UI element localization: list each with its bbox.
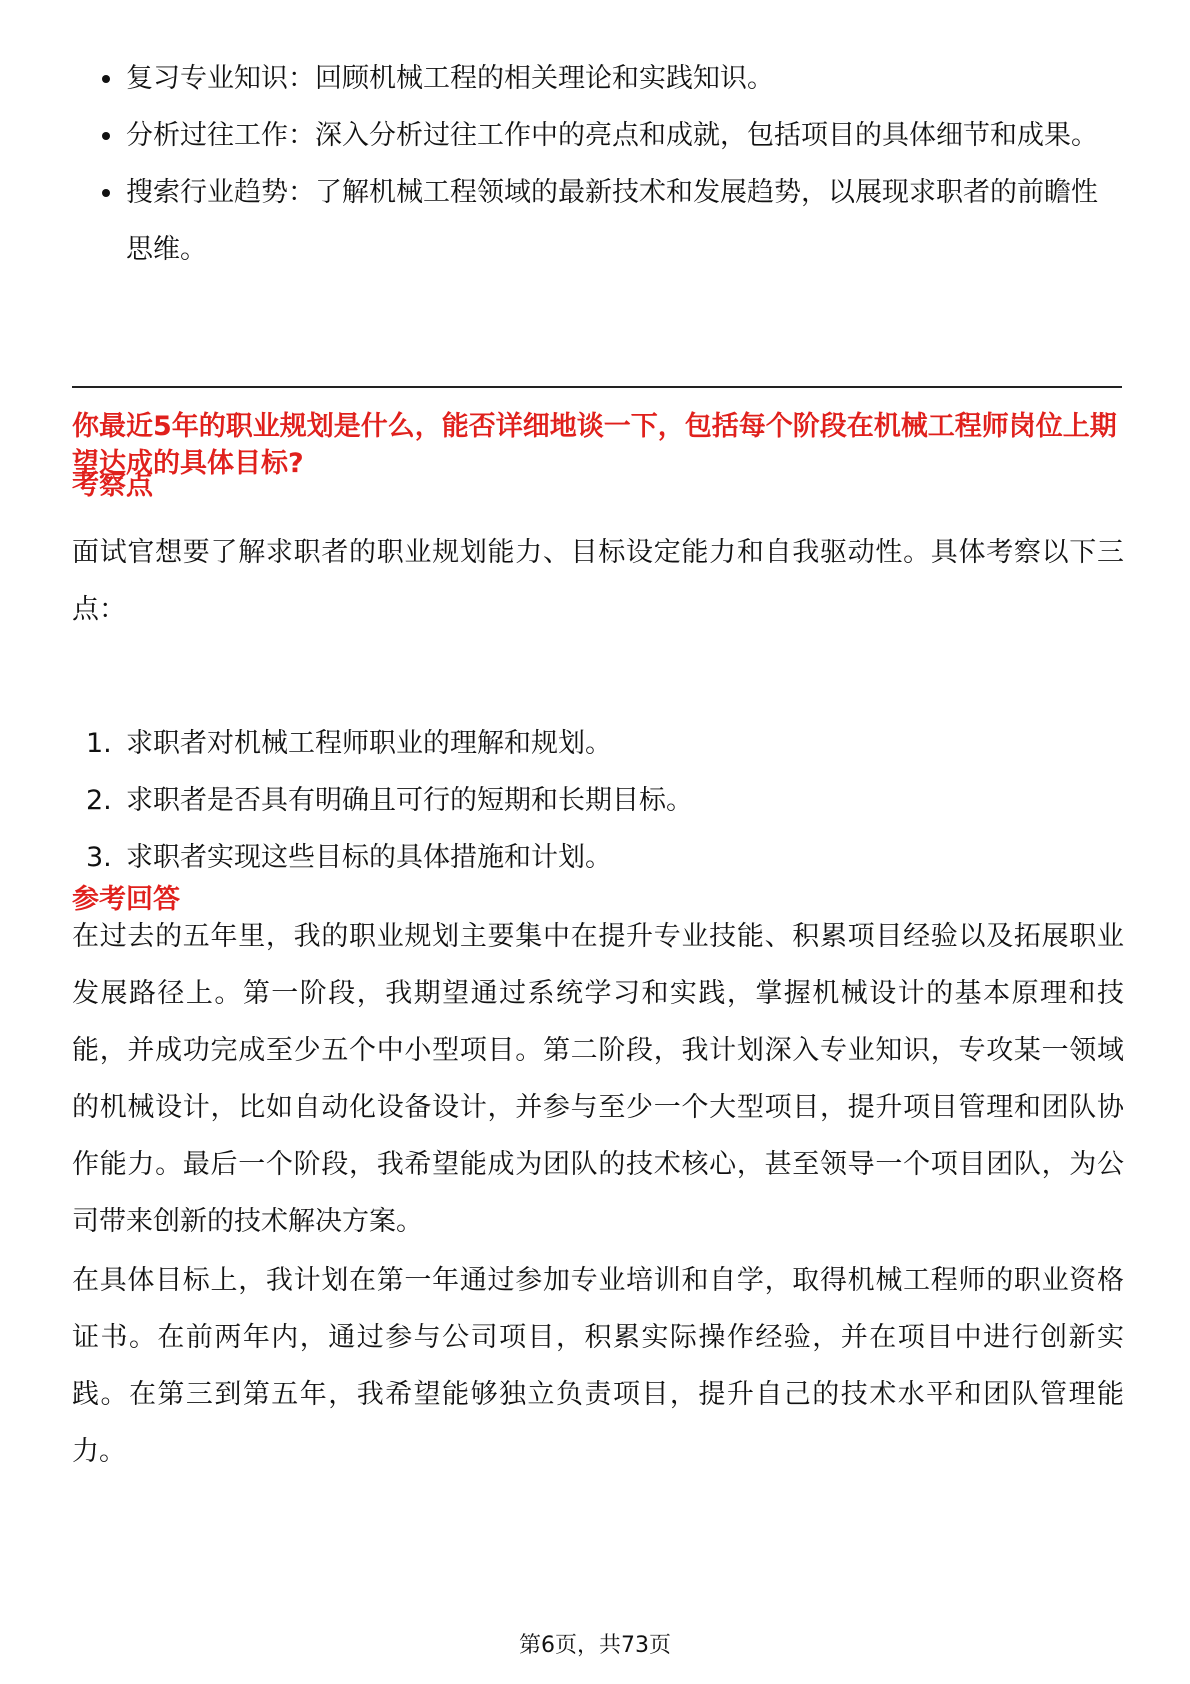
bullet-text: 复习专业知识：回顾机械工程的相关理论和实践知识。 xyxy=(126,63,774,94)
list-item xyxy=(72,50,1120,107)
list-item xyxy=(72,164,1120,278)
question-heading: 你最近5年的职业规划是什么，能否详细地谈一下，包括每个阶段在机械工程师岗位上期望达成的具体目标? xyxy=(72,411,1117,479)
list-number: 1. xyxy=(86,728,112,759)
list-number: 2. xyxy=(86,785,112,816)
list-item xyxy=(72,772,1122,829)
prep-bullet-list-container xyxy=(72,50,1120,278)
list-item xyxy=(72,715,1122,772)
list-number: 3. xyxy=(86,842,112,873)
answer-paragraph-2: 在具体目标上，我计划在第一年通过参加专业培训和自学，取得机械工程师的职业资格证书。在前两年内，通过参与公司项目，积累实际操作经验，并在项目中进行创新实践。在第三到第五年，我希望能够独立负责项目，提升自己的技术水平和团队管理能力。 xyxy=(72,1265,1124,1467)
focus-intro-paragraph: 面试官想要了解求职者的职业规划能力、目标设定能力和自我驱动性。具体考察以下三点： xyxy=(72,537,1124,625)
list-item xyxy=(72,829,1122,886)
focus-points-list xyxy=(72,715,1122,886)
point-text: 求职者实现这些目标的具体措施和计划。 xyxy=(126,842,612,873)
bullet-text: 分析过往工作：深入分析过往工作中的亮点和成就，包括项目的具体细节和成果。 xyxy=(126,120,1098,151)
bullet-dot-icon xyxy=(102,189,110,197)
bullet-text: 搜索行业趋势：了解机械工程领域的最新技术和发展趋势，以展现求职者的前瞻性思维。 xyxy=(126,177,1098,265)
section-divider xyxy=(72,386,1122,388)
point-text: 求职者是否具有明确且可行的短期和长期目标。 xyxy=(126,785,693,816)
answer-paragraph-1: 在过去的五年里，我的职业规划主要集中在提升专业技能、积累项目经验以及拓展职业发展路径上。第一阶段，我期望通过系统学习和实践，掌握机械设计的基本原理和技能，并成功完成至少五个中小型项目。第二阶段，我计划深入专业知识，专攻某一领域的机械设计，比如自动化设备设计，并参与至少一个大型项目，提升项目管理和团队协作能力。最后一个阶段，我希望能成为团队的技术核心，甚至领导一个项目团队，为公司带来创新的技术解决方案。 xyxy=(72,921,1124,1237)
bullet-dot-icon xyxy=(102,75,110,83)
bullet-dot-icon xyxy=(102,132,110,140)
list-item xyxy=(72,107,1120,164)
section-heading-answer: 参考回答 xyxy=(72,884,180,915)
page-number-footer: 第6页，共73页 xyxy=(519,1633,671,1658)
section-heading-focus: 考察点 xyxy=(72,470,153,501)
point-text: 求职者对机械工程师职业的理解和规划。 xyxy=(126,728,612,759)
prep-bullet-list xyxy=(72,50,1120,278)
